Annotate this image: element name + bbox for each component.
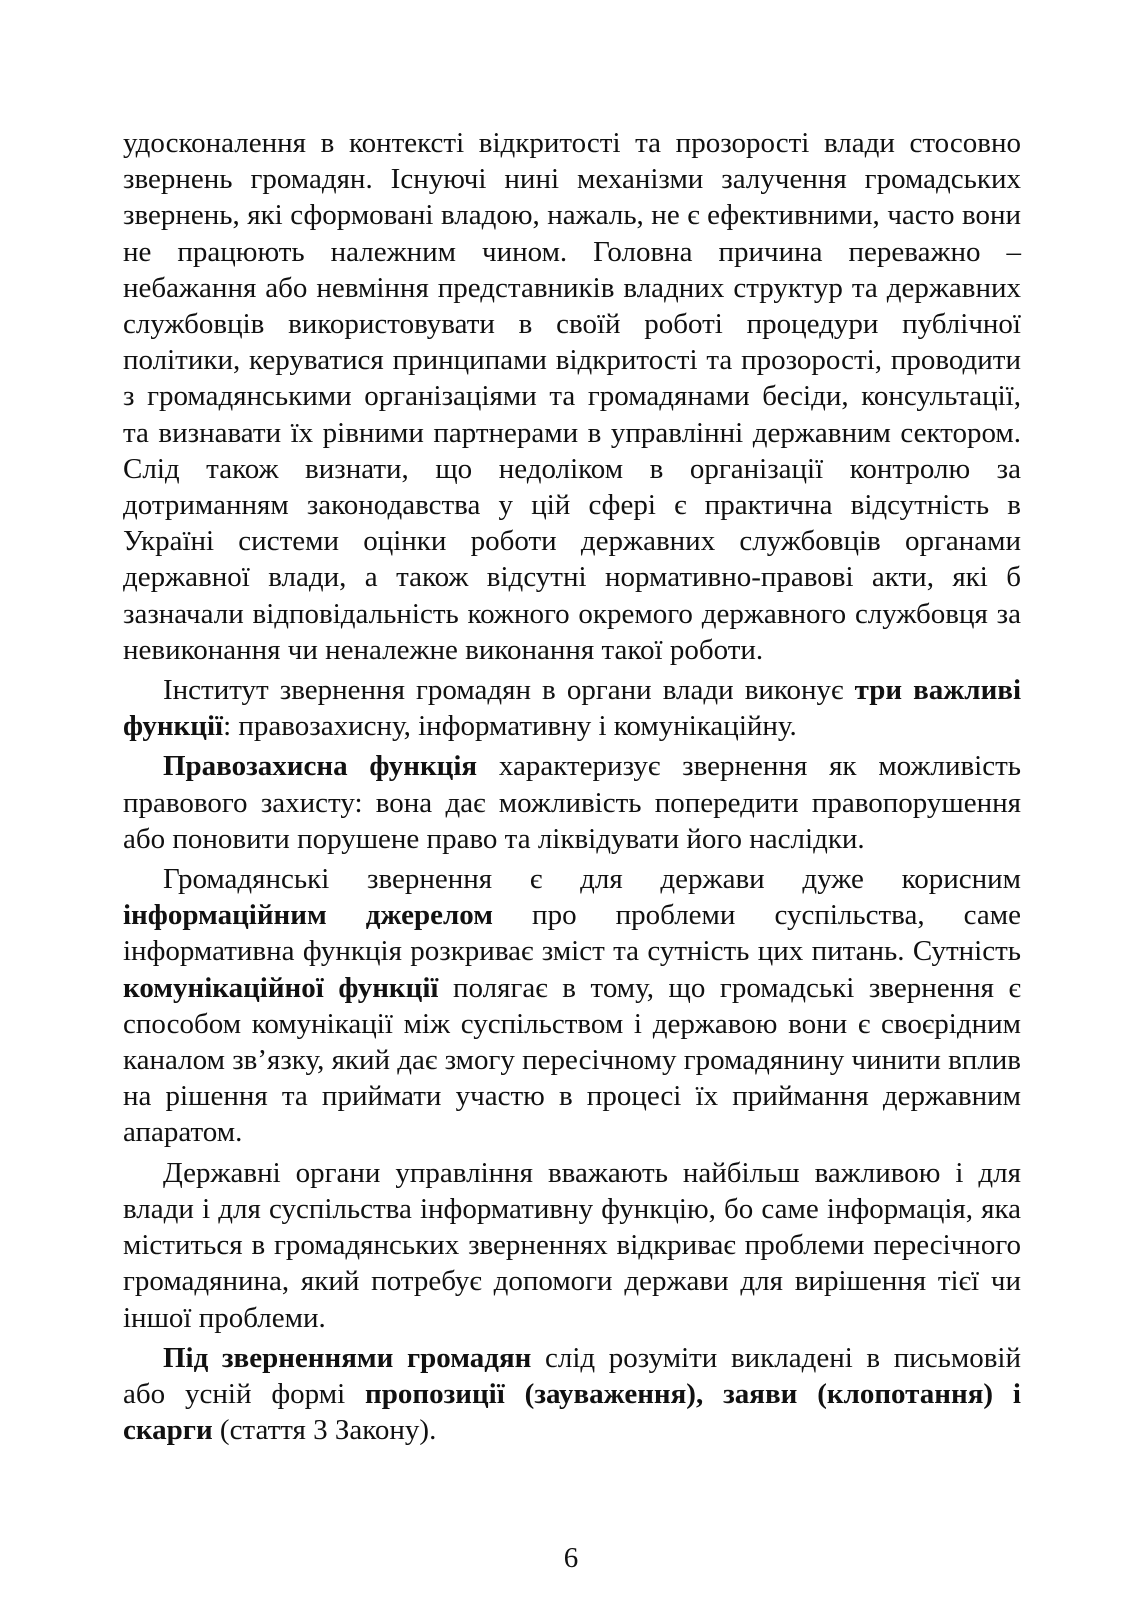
paragraph-4-bold-2: комунікаційної функції	[123, 971, 439, 1004]
paragraph-3	[123, 748, 1021, 857]
paragraph-6	[123, 1340, 1021, 1449]
paragraph-5	[123, 1155, 1021, 1336]
paragraph-2-text-1: Інститут звернення громадян в органи влади виконує	[163, 674, 855, 707]
paragraph-6-text-1: слід розуміти викладені в письмовій або усній формі	[123, 1341, 1021, 1410]
paragraph-6-bold-2: пропозиції (зауваження), заяви (клопотання) і скарги	[123, 1377, 1021, 1447]
paragraph-3-text-1: характеризує звернення як можливість правового захисту: вона дає можливість попередити правопорушення або поновити порушене право та ліквідувати його наслідки.	[123, 750, 1022, 855]
paragraph-3-bold-1: Правозахисна функція	[163, 750, 478, 783]
paragraph-6-bold-1: Під зверненнями громадян	[163, 1341, 532, 1374]
paragraph-4-text-1: Громадянські звернення є для держави дуже корисним	[163, 863, 1021, 896]
page-body	[123, 125, 1021, 1448]
page-number: 6	[563, 1542, 579, 1574]
paragraph-1-text: удосконалення в контексті відкритості та прозорості влади стосовно звернень громадян. Існуючі нині механізми залучення громадських звернень, які сформовані владою, нажаль, не є ефективними, часто вони не працюють належним чином. Головна причина переважно – небажання або невміння представників владних структур та державних службовців використовувати в своїй роботі процедури публічної політики, керуватися принципами відкритості та прозорості, проводити з громадянськими організаціями та громадянами бесіди, консультації, та визнавати їх рівними партнерами в управлінні державним сектором. Слід також визнати, що недоліком в організації контролю за дотриманням законодавства у цій сфері є практична відсутність в Україні системи оцінки роботи державних службовців органами державної влади, а також відсутні нормативно-правові акти, які б зазначали відповідальність кожного окремого державного службовця за невиконання чи неналежне виконання такої роботи.	[123, 127, 1021, 666]
paragraph-4	[123, 861, 1021, 1151]
paragraph-6-text-2: (стаття 3 Закону).	[212, 1414, 437, 1447]
paragraph-4-text-2: про проблеми суспільства, саме інформативна функція розкриває зміст та сутність цих питань. Сутність	[123, 899, 1021, 968]
paragraph-1	[123, 125, 1021, 668]
paragraph-5-text: Державні органи управління вважають найбільш важливою і для влади і для суспільства інформативну функцію, бо саме інформація, яка міститься в громадянських зверненнях відкриває проблеми пересічного громадянина, який потребує допомоги держави для вирішення тієї чи іншої проблеми.	[123, 1156, 1021, 1334]
paragraph-2-text-2: : правозахисну, інформативну і комунікаційну.	[223, 710, 797, 743]
paragraph-4-text-3: полягає в тому, що громадські звернення є способом комунікації між суспільством і державою вони є своєрідним каналом зв’язку, який дає змогу пересічному громадянину чинити вплив на рішення та приймати участю в процесі їх приймання державним апаратом.	[123, 971, 1022, 1149]
paragraph-2	[123, 672, 1021, 744]
paragraph-2-bold-1: три важливі функції	[123, 674, 1021, 743]
paragraph-4-bold-1: інформаційним джерелом	[123, 899, 493, 932]
